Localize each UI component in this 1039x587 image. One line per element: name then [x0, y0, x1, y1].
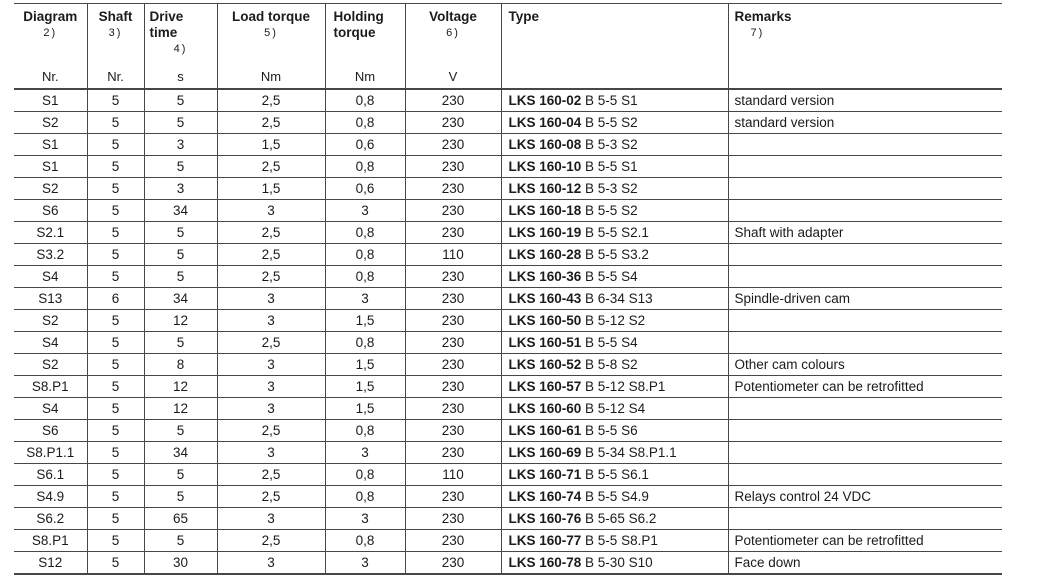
table-row — [14, 266, 1002, 288]
cell-voltage: 230 — [405, 89, 501, 112]
cell-holding-torque: 1,5 — [325, 376, 405, 398]
cell-diagram: S1 — [14, 156, 87, 178]
table-row — [14, 332, 1002, 354]
cell-diagram: S4 — [14, 332, 87, 354]
cell-type — [501, 464, 728, 486]
cell-type — [501, 112, 728, 134]
cell-remarks: Spindle-driven cam — [728, 288, 1002, 310]
table-row — [14, 354, 1002, 376]
cell-voltage: 230 — [405, 112, 501, 134]
cell-type — [501, 310, 728, 332]
cell-diagram: S4 — [14, 266, 87, 288]
cell-diagram: S2 — [14, 354, 87, 376]
cell-type — [501, 508, 728, 530]
cell-holding-torque: 0,8 — [325, 222, 405, 244]
cell-load-torque: 3 — [217, 508, 325, 530]
cell-drive-time: 5 — [144, 222, 217, 244]
col-footnote-shaft: 3) — [108, 27, 123, 39]
cell-shaft: 5 — [87, 420, 144, 442]
col-header-remarks — [728, 4, 1002, 90]
cell-load-torque: 1,5 — [217, 134, 325, 156]
cell-shaft: 5 — [87, 156, 144, 178]
type-model-number: LKS 160-28 — [508, 247, 582, 262]
cell-shaft: 5 — [87, 134, 144, 156]
cell-remarks: Shaft with adapter — [728, 222, 1002, 244]
cell-shaft: 5 — [87, 398, 144, 420]
cell-load-torque: 1,5 — [217, 178, 325, 200]
cell-holding-torque: 0,6 — [325, 134, 405, 156]
cell-remarks — [728, 244, 1002, 266]
col-label-load-torque: Load torque — [232, 9, 310, 24]
cell-holding-torque: 0,8 — [325, 156, 405, 178]
cell-shaft: 5 — [87, 332, 144, 354]
type-variant-code: B 5-5 S2 — [581, 203, 638, 218]
cell-load-torque: 2,5 — [217, 89, 325, 112]
col-unit-load-torque: Nm — [260, 69, 282, 84]
type-model-number: LKS 160-76 — [508, 511, 582, 526]
cell-holding-torque: 1,5 — [325, 398, 405, 420]
col-footnote-load-torque: 5) — [264, 27, 278, 39]
type-model-number: LKS 160-02 — [508, 93, 582, 108]
cell-load-torque: 2,5 — [217, 156, 325, 178]
type-model-number: LKS 160-57 — [508, 379, 582, 394]
cell-remarks: Potentiometer can be retrofitted — [728, 530, 1002, 552]
col-label-drive-time-line1: Drive — [149, 9, 184, 24]
cell-load-torque: 2,5 — [217, 464, 325, 486]
type-variant-code: B 5-5 S1 — [581, 159, 638, 174]
type-variant-code: B 5-8 S2 — [581, 357, 638, 372]
table-row — [14, 134, 1002, 156]
col-header-shaft — [87, 4, 144, 90]
cell-drive-time: 5 — [144, 89, 217, 112]
col-label-voltage: Voltage — [429, 9, 477, 24]
table-row — [14, 530, 1002, 552]
type-variant-code: B 5-5 S6 — [581, 423, 638, 438]
cell-diagram: S4 — [14, 398, 87, 420]
cell-voltage: 230 — [405, 530, 501, 552]
product-variants-table — [14, 3, 1002, 575]
cell-drive-time: 12 — [144, 376, 217, 398]
cell-drive-time: 5 — [144, 266, 217, 288]
table-row — [14, 178, 1002, 200]
col-unit-diagram: Nr. — [41, 69, 59, 84]
cell-type — [501, 486, 728, 508]
cell-type — [501, 288, 728, 310]
cell-diagram: S8.P1 — [14, 530, 87, 552]
cell-remarks: Potentiometer can be retrofitted — [728, 376, 1002, 398]
table-header — [14, 4, 1002, 90]
cell-type — [501, 398, 728, 420]
cell-voltage: 230 — [405, 552, 501, 575]
table-body — [14, 89, 1002, 574]
cell-drive-time: 5 — [144, 530, 217, 552]
cell-load-torque: 3 — [217, 376, 325, 398]
type-model-number: LKS 160-43 — [508, 291, 582, 306]
type-model-number: LKS 160-50 — [508, 313, 582, 328]
cell-load-torque: 2,5 — [217, 332, 325, 354]
cell-type — [501, 420, 728, 442]
cell-holding-torque: 0,8 — [325, 464, 405, 486]
cell-diagram: S2 — [14, 112, 87, 134]
cell-diagram: S2 — [14, 178, 87, 200]
cell-holding-torque: 1,5 — [325, 310, 405, 332]
table-row — [14, 442, 1002, 464]
type-variant-code: B 5-30 S10 — [581, 555, 653, 570]
cell-type — [501, 266, 728, 288]
cell-shaft: 5 — [87, 464, 144, 486]
cell-drive-time: 5 — [144, 244, 217, 266]
table-row — [14, 200, 1002, 222]
table-row — [14, 486, 1002, 508]
cell-shaft: 5 — [87, 266, 144, 288]
cell-drive-time: 34 — [144, 200, 217, 222]
col-label-drive-time-line2: time — [149, 25, 178, 40]
cell-type — [501, 178, 728, 200]
table-row — [14, 464, 1002, 486]
table-row — [14, 156, 1002, 178]
cell-remarks: Relays control 24 VDC — [728, 486, 1002, 508]
cell-voltage: 230 — [405, 134, 501, 156]
cell-voltage: 230 — [405, 178, 501, 200]
table-row — [14, 288, 1002, 310]
cell-diagram: S6 — [14, 420, 87, 442]
table-row — [14, 508, 1002, 530]
type-model-number: LKS 160-74 — [508, 489, 582, 504]
cell-type — [501, 134, 728, 156]
cell-diagram: S12 — [14, 552, 87, 575]
type-variant-code: B 5-5 S6.1 — [581, 467, 649, 482]
col-header-diagram — [14, 4, 87, 90]
type-model-number: LKS 160-61 — [508, 423, 582, 438]
cell-drive-time: 3 — [144, 134, 217, 156]
cell-drive-time: 5 — [144, 112, 217, 134]
col-label-diagram: Diagram — [23, 9, 78, 24]
cell-shaft: 5 — [87, 530, 144, 552]
cell-diagram: S8.P1 — [14, 376, 87, 398]
cell-load-torque: 2,5 — [217, 420, 325, 442]
cell-voltage: 230 — [405, 508, 501, 530]
col-header-holding-torque — [325, 4, 405, 90]
type-variant-code: B 5-34 S8.P1.1 — [581, 445, 677, 460]
cell-holding-torque: 3 — [325, 288, 405, 310]
table-row — [14, 552, 1002, 575]
cell-remarks — [728, 266, 1002, 288]
cell-shaft: 5 — [87, 178, 144, 200]
cell-type — [501, 376, 728, 398]
type-model-number: LKS 160-36 — [508, 269, 582, 284]
type-model-number: LKS 160-71 — [508, 467, 582, 482]
cell-remarks: standard version — [728, 112, 1002, 134]
cell-drive-time: 65 — [144, 508, 217, 530]
cell-remarks — [728, 508, 1002, 530]
cell-voltage: 230 — [405, 332, 501, 354]
cell-remarks — [728, 420, 1002, 442]
cell-voltage: 110 — [405, 464, 501, 486]
cell-shaft: 6 — [87, 288, 144, 310]
cell-load-torque: 2,5 — [217, 112, 325, 134]
cell-holding-torque: 3 — [325, 508, 405, 530]
col-footnote-voltage: 6) — [446, 27, 460, 39]
type-variant-code: B 5-65 S6.2 — [581, 511, 657, 526]
cell-remarks — [728, 332, 1002, 354]
cell-type — [501, 200, 728, 222]
cell-load-torque: 2,5 — [217, 530, 325, 552]
cell-load-torque: 2,5 — [217, 266, 325, 288]
cell-remarks: Other cam colours — [728, 354, 1002, 376]
cell-drive-time: 34 — [144, 288, 217, 310]
col-header-voltage — [405, 4, 501, 90]
cell-diagram: S8.P1.1 — [14, 442, 87, 464]
type-variant-code: B 5-5 S4 — [581, 269, 638, 284]
cell-shaft: 5 — [87, 354, 144, 376]
cell-drive-time: 34 — [144, 442, 217, 464]
col-label-shaft: Shaft — [98, 9, 133, 24]
cell-holding-torque: 0,8 — [325, 89, 405, 112]
type-variant-code: B 5-5 S1 — [581, 93, 638, 108]
cell-load-torque: 3 — [217, 200, 325, 222]
cell-shaft: 5 — [87, 508, 144, 530]
cell-voltage: 230 — [405, 288, 501, 310]
cell-holding-torque: 3 — [325, 552, 405, 575]
cell-drive-time: 3 — [144, 178, 217, 200]
col-header-load-torque — [217, 4, 325, 90]
col-footnote-drive-time: 4) — [173, 43, 188, 55]
table-row — [14, 420, 1002, 442]
cell-voltage: 230 — [405, 222, 501, 244]
cell-type — [501, 244, 728, 266]
cell-diagram: S13 — [14, 288, 87, 310]
cell-diagram: S3.2 — [14, 244, 87, 266]
cell-load-torque: 2,5 — [217, 486, 325, 508]
cell-load-torque: 3 — [217, 442, 325, 464]
cell-voltage: 230 — [405, 420, 501, 442]
type-variant-code: B 5-12 S8.P1 — [581, 379, 666, 394]
cell-holding-torque: 0,8 — [325, 420, 405, 442]
type-model-number: LKS 160-52 — [508, 357, 582, 372]
cell-diagram: S1 — [14, 134, 87, 156]
cell-voltage: 230 — [405, 310, 501, 332]
col-unit-holding-torque: Nm — [354, 69, 376, 84]
cell-drive-time: 8 — [144, 354, 217, 376]
col-unit-voltage: V — [448, 69, 458, 84]
table-row — [14, 222, 1002, 244]
type-model-number: LKS 160-19 — [508, 225, 582, 240]
cell-drive-time: 12 — [144, 398, 217, 420]
cell-remarks — [728, 156, 1002, 178]
cell-load-torque: 3 — [217, 354, 325, 376]
type-model-number: LKS 160-12 — [508, 181, 582, 196]
col-footnote-remarks: 7) — [750, 27, 765, 39]
type-model-number: LKS 160-18 — [508, 203, 582, 218]
cell-type — [501, 530, 728, 552]
cell-shaft: 5 — [87, 376, 144, 398]
cell-type — [501, 89, 728, 112]
cell-load-torque: 3 — [217, 552, 325, 575]
type-variant-code: B 5-5 S2 — [581, 115, 638, 130]
type-model-number: LKS 160-10 — [508, 159, 582, 174]
cell-shaft: 5 — [87, 310, 144, 332]
cell-holding-torque: 0,8 — [325, 486, 405, 508]
cell-holding-torque: 3 — [325, 200, 405, 222]
type-model-number: LKS 160-04 — [508, 115, 582, 130]
cell-voltage: 230 — [405, 442, 501, 464]
cell-voltage: 230 — [405, 266, 501, 288]
cell-shaft: 5 — [87, 222, 144, 244]
col-label-type: Type — [508, 9, 540, 24]
cell-remarks — [728, 398, 1002, 420]
col-unit-shaft: Nr. — [107, 69, 124, 84]
table-row — [14, 112, 1002, 134]
cell-voltage: 230 — [405, 486, 501, 508]
type-variant-code: B 5-12 S2 — [581, 313, 646, 328]
type-model-number: LKS 160-69 — [508, 445, 582, 460]
type-variant-code: B 5-3 S2 — [581, 181, 638, 196]
type-model-number: LKS 160-78 — [508, 555, 582, 570]
cell-load-torque: 3 — [217, 288, 325, 310]
cell-shaft: 5 — [87, 89, 144, 112]
type-variant-code: B 5-5 S2.1 — [581, 225, 649, 240]
cell-holding-torque: 0,8 — [325, 266, 405, 288]
type-model-number: LKS 160-51 — [508, 335, 582, 350]
cell-drive-time: 5 — [144, 486, 217, 508]
cell-load-torque: 3 — [217, 310, 325, 332]
cell-holding-torque: 0,6 — [325, 178, 405, 200]
type-model-number: LKS 160-08 — [508, 137, 582, 152]
cell-shaft: 5 — [87, 552, 144, 575]
type-model-number: LKS 160-60 — [508, 401, 582, 416]
cell-holding-torque: 0,8 — [325, 530, 405, 552]
cell-holding-torque: 3 — [325, 442, 405, 464]
col-header-drive-time — [144, 4, 217, 90]
cell-drive-time: 12 — [144, 310, 217, 332]
cell-voltage: 230 — [405, 376, 501, 398]
cell-diagram: S1 — [14, 89, 87, 112]
cell-remarks — [728, 442, 1002, 464]
cell-load-torque: 2,5 — [217, 222, 325, 244]
cell-shaft: 5 — [87, 486, 144, 508]
cell-voltage: 110 — [405, 244, 501, 266]
cell-load-torque: 2,5 — [217, 244, 325, 266]
cell-voltage: 230 — [405, 200, 501, 222]
col-label-remarks: Remarks — [734, 9, 792, 24]
col-label-holding-torque-line2: torque — [333, 25, 376, 40]
cell-drive-time: 5 — [144, 156, 217, 178]
col-footnote-diagram: 2) — [43, 27, 58, 39]
cell-shaft: 5 — [87, 200, 144, 222]
cell-remarks — [728, 134, 1002, 156]
cell-diagram: S6.2 — [14, 508, 87, 530]
cell-type — [501, 332, 728, 354]
table-row — [14, 310, 1002, 332]
cell-diagram: S2 — [14, 310, 87, 332]
table-row — [14, 398, 1002, 420]
cell-remarks — [728, 310, 1002, 332]
table-row — [14, 89, 1002, 112]
cell-voltage: 230 — [405, 398, 501, 420]
type-model-number: LKS 160-77 — [508, 533, 582, 548]
cell-type — [501, 552, 728, 575]
cell-type — [501, 222, 728, 244]
cell-voltage: 230 — [405, 354, 501, 376]
cell-holding-torque: 1,5 — [325, 354, 405, 376]
cell-remarks — [728, 464, 1002, 486]
col-header-type — [501, 4, 728, 90]
cell-type — [501, 442, 728, 464]
cell-drive-time: 5 — [144, 420, 217, 442]
cell-drive-time: 30 — [144, 552, 217, 575]
col-unit-drive-time: s — [177, 69, 184, 84]
type-variant-code: B 5-5 S4.9 — [581, 489, 649, 504]
cell-remarks: Face down — [728, 552, 1002, 575]
cell-load-torque: 3 — [217, 398, 325, 420]
cell-holding-torque: 0,8 — [325, 244, 405, 266]
type-variant-code: B 6-34 S13 — [581, 291, 653, 306]
cell-drive-time: 5 — [144, 464, 217, 486]
cell-drive-time: 5 — [144, 332, 217, 354]
cell-shaft: 5 — [87, 112, 144, 134]
cell-holding-torque: 0,8 — [325, 332, 405, 354]
cell-shaft: 5 — [87, 244, 144, 266]
cell-voltage: 230 — [405, 156, 501, 178]
cell-remarks — [728, 200, 1002, 222]
cell-diagram: S6.1 — [14, 464, 87, 486]
type-variant-code: B 5-12 S4 — [581, 401, 646, 416]
type-variant-code: B 5-5 S8.P1 — [581, 533, 658, 548]
type-variant-code: B 5-5 S4 — [581, 335, 638, 350]
cell-diagram: S4.9 — [14, 486, 87, 508]
cell-diagram: S2.1 — [14, 222, 87, 244]
cell-diagram: S6 — [14, 200, 87, 222]
col-label-holding-torque-line1: Holding — [333, 9, 384, 24]
table-row — [14, 376, 1002, 398]
cell-holding-torque: 0,8 — [325, 112, 405, 134]
cell-shaft: 5 — [87, 442, 144, 464]
type-variant-code: B 5-3 S2 — [581, 137, 638, 152]
cell-type — [501, 156, 728, 178]
cell-remarks — [728, 178, 1002, 200]
type-variant-code: B 5-5 S3.2 — [581, 247, 649, 262]
cell-remarks: standard version — [728, 89, 1002, 112]
table-row — [14, 244, 1002, 266]
header-row — [14, 4, 1002, 90]
cell-type — [501, 354, 728, 376]
